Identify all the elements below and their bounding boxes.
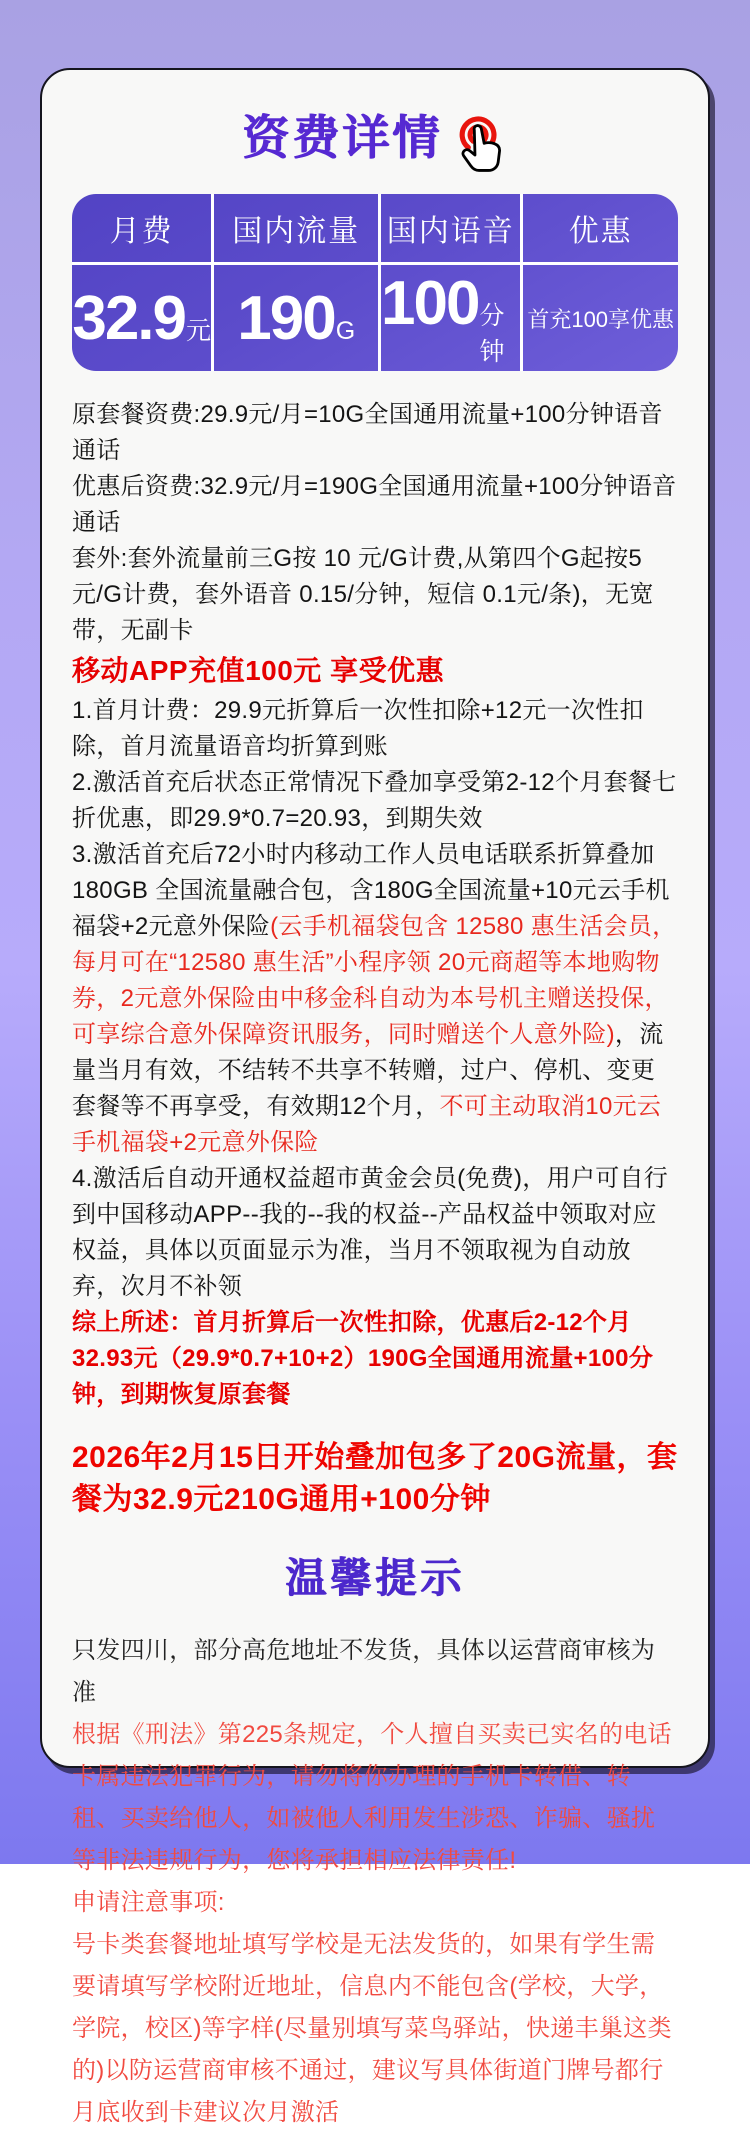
update-notice: 2026年2月15日开始叠加包多了20G流量，套餐为32.9元210G通用+100分钟: [72, 1441, 678, 1516]
column-header: 国内流量: [214, 194, 378, 265]
title-row: [72, 96, 678, 180]
data-unit: G: [335, 316, 356, 345]
tips-title: 温馨提示: [285, 1555, 465, 1601]
item3-black-2: ，流量当月有效，不结转不共享不转赠，过户、停机、变更套餐等不再享受，有效期12个月，: [72, 1021, 664, 1120]
detail-item-2: 2.激活首充后状态正常情况下叠加享受第2-12个月套餐七折优惠，即29.9*0.7=20.93，到期失效: [72, 769, 677, 832]
recharge-highlight: 移动APP充值100元 享受优惠: [72, 655, 445, 686]
item3-red-1: (云手机福袋包含 12580 惠生活会员，每月可在“12580 惠生活”小程序领 20元商超等本地购物券，2元意外保险由中移金科自动为本号机主赠送投保，可享综合意外保障资讯服务，同时赠送个人意外险): [72, 913, 677, 1048]
detail-item-3: [72, 837, 678, 1161]
tips-apply-title: 申请注意事项:: [72, 1889, 225, 1916]
page-title: 资费详情: [242, 111, 442, 164]
click-ripple-hand-icon: [450, 112, 508, 184]
detail-item-4: 4.激活后自动开通权益超市黄金会员(免费)，用户可自行到中国移动APP--我的--我的权益--产品权益中领取对应权益，具体以页面显示为准，当月不领取视为自动放弃，次月不补领: [72, 1165, 669, 1300]
column-value: [381, 265, 520, 371]
tariff-card: [40, 68, 710, 2126]
tips-legal: 根据《刑法》第225条规定，个人擅自买卖已实名的电话卡属违法犯罪行为，请勿将你办理的手机卡转借、转租、买卖给他人，如被他人利用发生涉恐、诈骗、骚扰等非法违规行为，您将承担相应法律责任!: [72, 1721, 672, 1874]
plan-column-monthly-fee: [72, 194, 211, 371]
detail-item-1: 1.首月计费：29.9元折算后一次性扣除+12元一次性扣除，首月流量语音均折算到账: [72, 697, 644, 760]
promo-value: 首充100享优惠: [527, 306, 675, 332]
detail-original-plan: 原套餐资费:29.9元/月=10G全国通用流量+100分钟语音通话: [72, 401, 663, 464]
monthly-fee-value: 32.9: [72, 283, 186, 353]
column-header: 月费: [72, 194, 211, 265]
column-header: 优惠: [523, 194, 678, 265]
voice-value: 100: [381, 269, 479, 338]
tips-shipping: 只发四川，部分高危地址不发货，具体以运营商审核为准: [72, 1637, 656, 1706]
plan-column-data: [211, 194, 378, 371]
column-value: [72, 265, 211, 371]
column-header: 国内语音: [381, 194, 520, 265]
detail-overage: 套外:套外流量前三G按 10 元/G计费,从第四个G起按5元/G计费，套外语音 0.15/分钟，短信 0.1元/条)，无宽带，无副卡: [72, 545, 654, 644]
monthly-fee-unit: 元: [186, 316, 212, 345]
voice-unit: 分钟: [479, 302, 505, 366]
plan-column-voice: [378, 194, 520, 371]
item3-red-2: 不可主动取消10元云手机福袋+2元意外保险: [72, 1093, 662, 1156]
summary-line: 综上所述：首月折算后一次性扣除，优惠后2-12个月32.93元（29.9*0.7+10+2）190G全国通用流量+100分钟，到期恢复原套餐: [72, 1309, 654, 1408]
item3-black-1: 3.激活首充后72小时内移动工作人员电话联系折算叠加180GB 全国流量融合包，含180G全国流量+10元云手机福袋+2元意外保险: [72, 841, 670, 940]
column-value: [523, 265, 678, 371]
tips-section: [72, 1630, 678, 2134]
plan-column-promo: [520, 194, 678, 371]
tips-apply-body: 号卡类套餐地址填写学校是无法发货的，如果有学生需要请填写学校附近地址，信息内不能包含(学校，大学，学院，校区)等字样(尽量别填写菜鸟驿站，快递丰巢这类的)以防运营商审核不通过，建议写具体街道门牌号都行月底收到卡建议次月激活: [72, 1931, 672, 2126]
detail-discounted-plan: 优惠后资费:32.9元/月=190G全国通用流量+100分钟语音通话: [72, 473, 677, 536]
column-value: [214, 265, 378, 371]
tariff-details: [72, 397, 678, 1413]
data-value: 190: [237, 283, 335, 353]
plan-table: [72, 194, 678, 371]
